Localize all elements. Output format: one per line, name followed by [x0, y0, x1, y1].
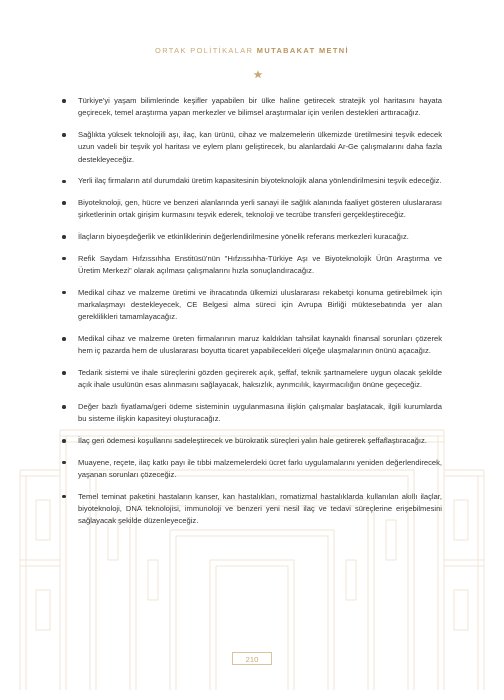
- list-item-text: Biyoteknoloji, gen, hücre ve benzeri alanlarında yerli sanayi ile sağlık alanında faaliyet gösteren uluslararası şirketlerinin ortak girişim kurmasını teşvik ederek, teknoloji ve tecrübe transferi gerçekleştireceğiz.: [78, 198, 442, 220]
- list-item-text: Tedarik sistemi ve ihale süreçlerini gözden geçirerek açık, şeffaf, teknik şartnamelere uygun olacak şekilde açık ihale usulünün esas alınmasını sağlayacak, haksızlık, ayrımcılık, kayırmacılığın önüne geçeceğiz.: [78, 368, 442, 390]
- list-item-text: Temel teminat paketini hastaların kanser, kan hastalıkları, romatizmal hastalıklarda kullanılan akıllı ilaçlar, biyoteknoloji, DNA teknolojisi, immunoloji ve benzeri yeni nesil ilaç ve tedavi süreçlerine erişebilmesini sağlayacak şekilde düzenleyeceğiz.: [78, 491, 442, 526]
- page-number: 210: [232, 652, 272, 665]
- list-item: [62, 197, 442, 222]
- header-title: MUTABAKAT METNİ: [256, 46, 349, 55]
- list-item: [62, 457, 442, 482]
- bullet-icon: [62, 180, 66, 184]
- list-item-text: Sağlıkta yüksek teknolojili aşı, ilaç, kan ürünü, cihaz ve malzemelerin ülkemizde üretilmesini teşvik edecek uzun vadeli bir teşvik yol haritası ve eylem planı geliştirecek, bu alanlardaki Ar-Ge çalışmalarını daha fazla destekleyeceğiz.: [78, 130, 442, 164]
- bullet-list: [62, 95, 442, 537]
- list-item: [62, 129, 442, 166]
- list-item-text: İlaç geri ödemesi koşullarını sadeleştirecek ve bürokratik süreçleri yalın hale getirerek şeffaflaştıracağız.: [78, 436, 427, 445]
- list-item: [62, 231, 442, 243]
- list-item: [62, 253, 442, 278]
- header-prefix: ORTAK POLİTİKALAR: [155, 46, 257, 55]
- bullet-icon: [62, 291, 66, 295]
- list-item-text: Medikal cihaz ve malzeme üreten firmalarının maruz kaldıkları tahsilat kaynaklı finansal sorunları çözerek hem iç pazarda hem de uluslararası boyutta ticaret yapabilecekleri ölçeğe ulaşmalarının önünü açacağız.: [78, 334, 442, 356]
- bullet-icon: [62, 337, 66, 341]
- list-item-text: Değer bazlı fiyatlama/geri ödeme sisteminin uygulanmasına ilişkin çalışmalar başlatacak, ilgili kurumlarda bu sisteme ilişkin kapasiteyi oluşturacağız.: [78, 402, 442, 424]
- list-item: [62, 95, 442, 120]
- bullet-icon: [62, 257, 66, 261]
- bullet-icon: [62, 439, 66, 443]
- list-item: [62, 287, 442, 324]
- bullet-icon: [62, 495, 66, 499]
- bullet-icon: [62, 461, 66, 465]
- running-header: [0, 46, 504, 55]
- bullet-icon: [62, 133, 66, 137]
- list-item: [62, 491, 442, 528]
- crescent-star-icon: [234, 64, 270, 84]
- bullet-icon: [62, 371, 66, 375]
- list-item-text: Yerli ilaç firmaların atıl durumdaki üretim kapasitesinin biyoteknolojik alana yönlendirilmesini teşvik edeceğiz.: [78, 176, 442, 186]
- list-item: [62, 435, 442, 447]
- bullet-icon: [62, 405, 66, 409]
- list-item: [62, 367, 442, 392]
- bullet-icon: [62, 99, 66, 103]
- bullet-icon: [62, 201, 66, 205]
- list-item-text: İlaçların biyoeşdeğerlik ve etkinliklerinin değerlendirilmesine yönelik referans merkezleri kuracağız.: [78, 232, 409, 241]
- list-item: [62, 401, 442, 426]
- list-item: [62, 333, 442, 358]
- list-item-text: Medikal cihaz ve malzeme üretimi ve ihracatında ülkemizi uluslararası rekabetçi konuma getirebilmek için markalaşmayı destekleyecek, CE Belgesi alma süreci için Avrupa Birliği müktesebatında yer alan gereklilikleri tamamlayacağız.: [78, 287, 442, 322]
- list-item-text: Refik Saydam Hıfzıssıhha Enstitüsü'nün "Hıfzıssıhha-Türkiye Aşı ve Biyoteknolojik Ürün Araştırma ve Üretim Merkezi" olarak açılması çalışmalarını hızla sonuçlandıracağız.: [78, 253, 442, 275]
- list-item-text: Türkiye'yi yaşam bilimlerinde keşifler yapabilen bir ülke haline getirecek stratejik yol haritasını hayata geçirecek, temel araştırma yapan merkezler ve bilimsel araştırmalar için verilen destekleri arttıracağız.: [78, 96, 442, 118]
- bullet-icon: [62, 235, 66, 239]
- list-item-text: Muayene, reçete, ilaç katkı payı ile tıbbi malzemelerdeki ücret farkı uygulamalarını yeniden değerlendirecek, yaşanan sorunları çözeceğiz.: [78, 457, 442, 479]
- list-item: [62, 175, 442, 187]
